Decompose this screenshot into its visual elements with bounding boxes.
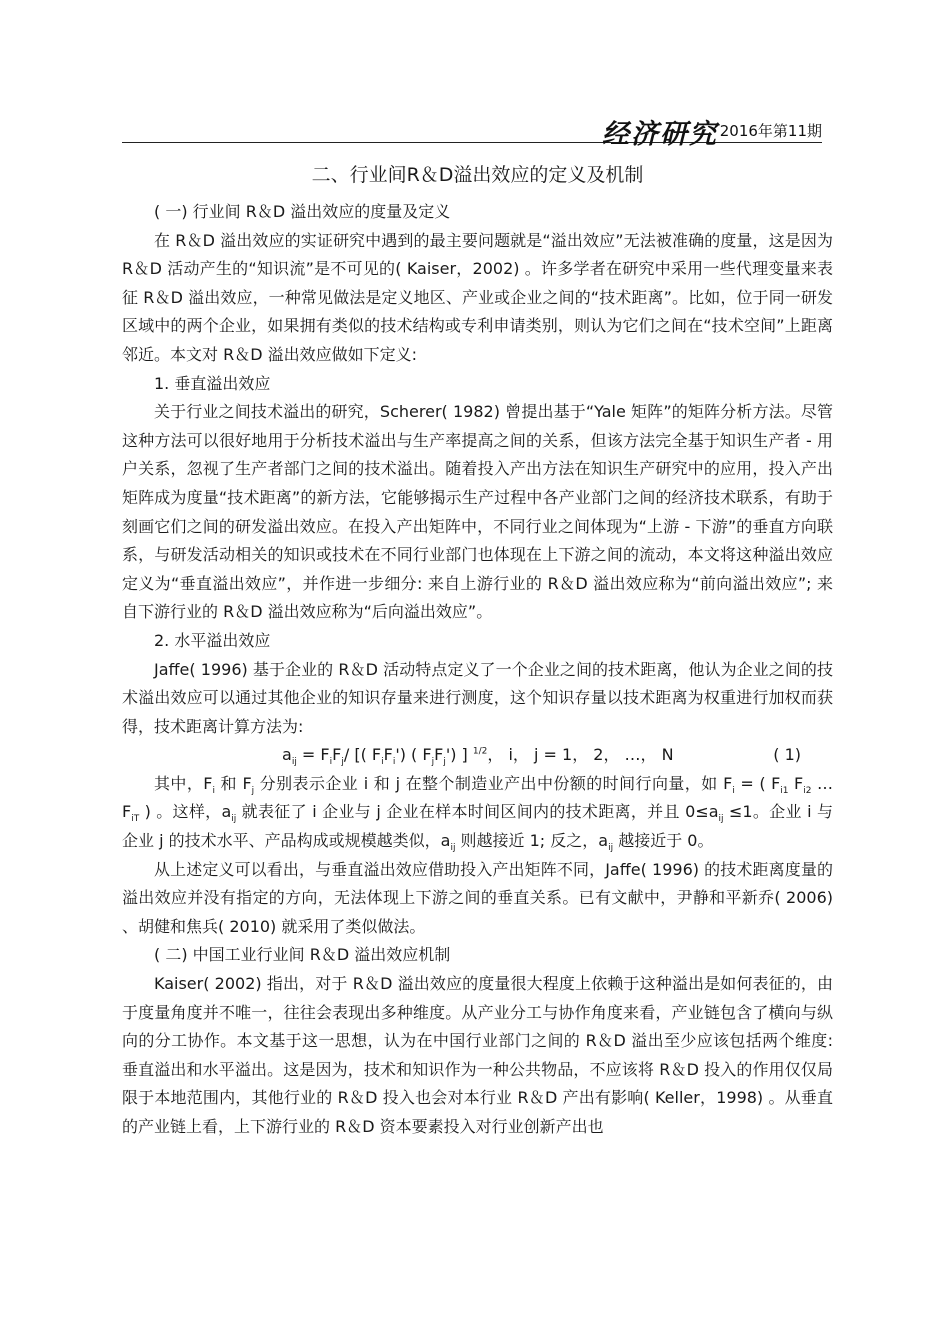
paragraph-3: Jaffe( 1996) 基于企业的 R＆D 活动特点定义了一个企业之间的技术距离，他认为企业之间的技术溢出效应可以通过其他企业的知识存量来进行测度，这个知识存量以技术距离为权重进行加权而获得，技术距离计算方法为: [122,659,833,736]
paragraph-4: 其中，$F_i$ 和 $F_j$ 分别表示企业 i 和 j 在整个制造业产出中份额的时间行向量，如 $F_i$ = ( $F_{i1}$ $F_{i2}$ … $F_{iT}$ ) 。这样，$a_{ij}$ 就表征了 i 企业与 j 企业在样本时间区间内的技术距离，并且 $0\le a_{ij} \le 1$。企业 i 与企业 j 的技术水平、产品构成或规模越类似，$a_{ij}$ 则越接近 1; 反之，$a_{ij}$ 越接近于 0。 [122,773,833,854]
paragraph-6: Kaiser( 2002) 指出，对于 R＆D 溢出效应的度量很大程度上依赖于这种溢出是如何表征的，由于度量角度并不唯一，往往会表现出多种维度。从产业分工与协作角度来看，产业链包含了横向与纵向的分工协作。本文基于这一思想，认为在中国行业部门之间的 R＆D 溢出至少应该包括两个维度: 垂直溢出和水平溢出。这是因为，技术和知识作为一种公共物品，不应该将 R＆D 投入的作用仅仅局限于本地范围内，其他行业的 R＆D 投入也会对本行业 R＆D 产出有影响( Keller，1998) 。从垂直的产业链上看，上下游行业的 R＆D 资本要素投入对行业创新产出也 [122,974,833,1136]
page-header [122,112,822,150]
heading-horizontal-spillover: 2. 水平溢出效应 [154,630,271,650]
section-title: 二、行业间R＆D溢出效应的定义及机制 [311,164,644,186]
issue-label: 2016年第11期 [719,122,822,140]
article-body [122,160,833,1142]
heading-vertical-spillover: 1. 垂直溢出效应 [154,373,271,393]
subsection-heading-2: ( 二) 中国工业行业间 R＆D 溢出效应机制 [154,945,451,965]
equation-expression: $a_{ij} = F_iF_j/$ [( $F_iF_i'$) ( $F_jF_j'$) ] $^{1/2}$， i， j = 1， 2， …， N [282,745,674,768]
equation-number: ( 1) [773,745,801,765]
equation-1 [122,741,833,770]
paragraph-2: 关于行业之间技术溢出的研究，Scherer( 1982) 曾提出基于“Yale 矩阵”的矩阵分析方法。尽管这种方法可以很好地用于分析技术溢出与生产率提高之间的关系，但该方法完全基于知识生产者 - 用户关系，忽视了生产者部门之间的技术溢出。随着投入产出方法在知识生产研究中的应用，投入产出矩阵成为度量“技术距离”的新方法，它能够揭示生产过程中各产业部门之间的经济技术联系，有助于刻画它们之间的研发溢出效应。在投入产出矩阵中，不同行业之间体现为“上游 - 下游”的垂直方向联系，与研发活动相关的知识或技术在不同行业部门也体现在上下游之间的流动，本文将这种溢出效应定义为“垂直溢出效应”，并作进一步细分: 来自上游行业的 R＆D 溢出效应称为“前向溢出效应”; 来自下游行业的 R＆D 溢出效应称为“后向溢出效应”。 [122,402,833,622]
journal-logo: 经济研究 [602,119,718,150]
paragraph-1: 在 R＆D 溢出效应的实证研究中遇到的最主要问题就是“溢出效应”无法被准确的度量，这是因为 R＆D 活动产生的“知识流”是不可见的( Kaiser，2002) 。许多学者在研究中采用一些代理变量来表征 R＆D 溢出效应，一种常见做法是定义地区、产业或企业之间的“技术距离”。比如，位于同一研发区域中的两个企业，如果拥有类似的技术结构或专利申请类别，则认为它们之间在“技术空间”上距离邻近。本文对 R＆D 溢出效应做如下定义: [122,230,833,364]
subsection-heading-1: ( 一) 行业间 R＆D 溢出效应的度量及定义 [154,202,451,221]
paragraph-5: 从上述定义可以看出，与垂直溢出效应借助投入产出矩阵不同，Jaffe( 1996) 的技术距离度量的溢出效应并没有指定的方向，无法体现上下游之间的垂直关系。已有文献中，尹静和平新乔( 2006) 、胡健和焦兵( 2010) 就采用了类似做法。 [122,859,833,936]
